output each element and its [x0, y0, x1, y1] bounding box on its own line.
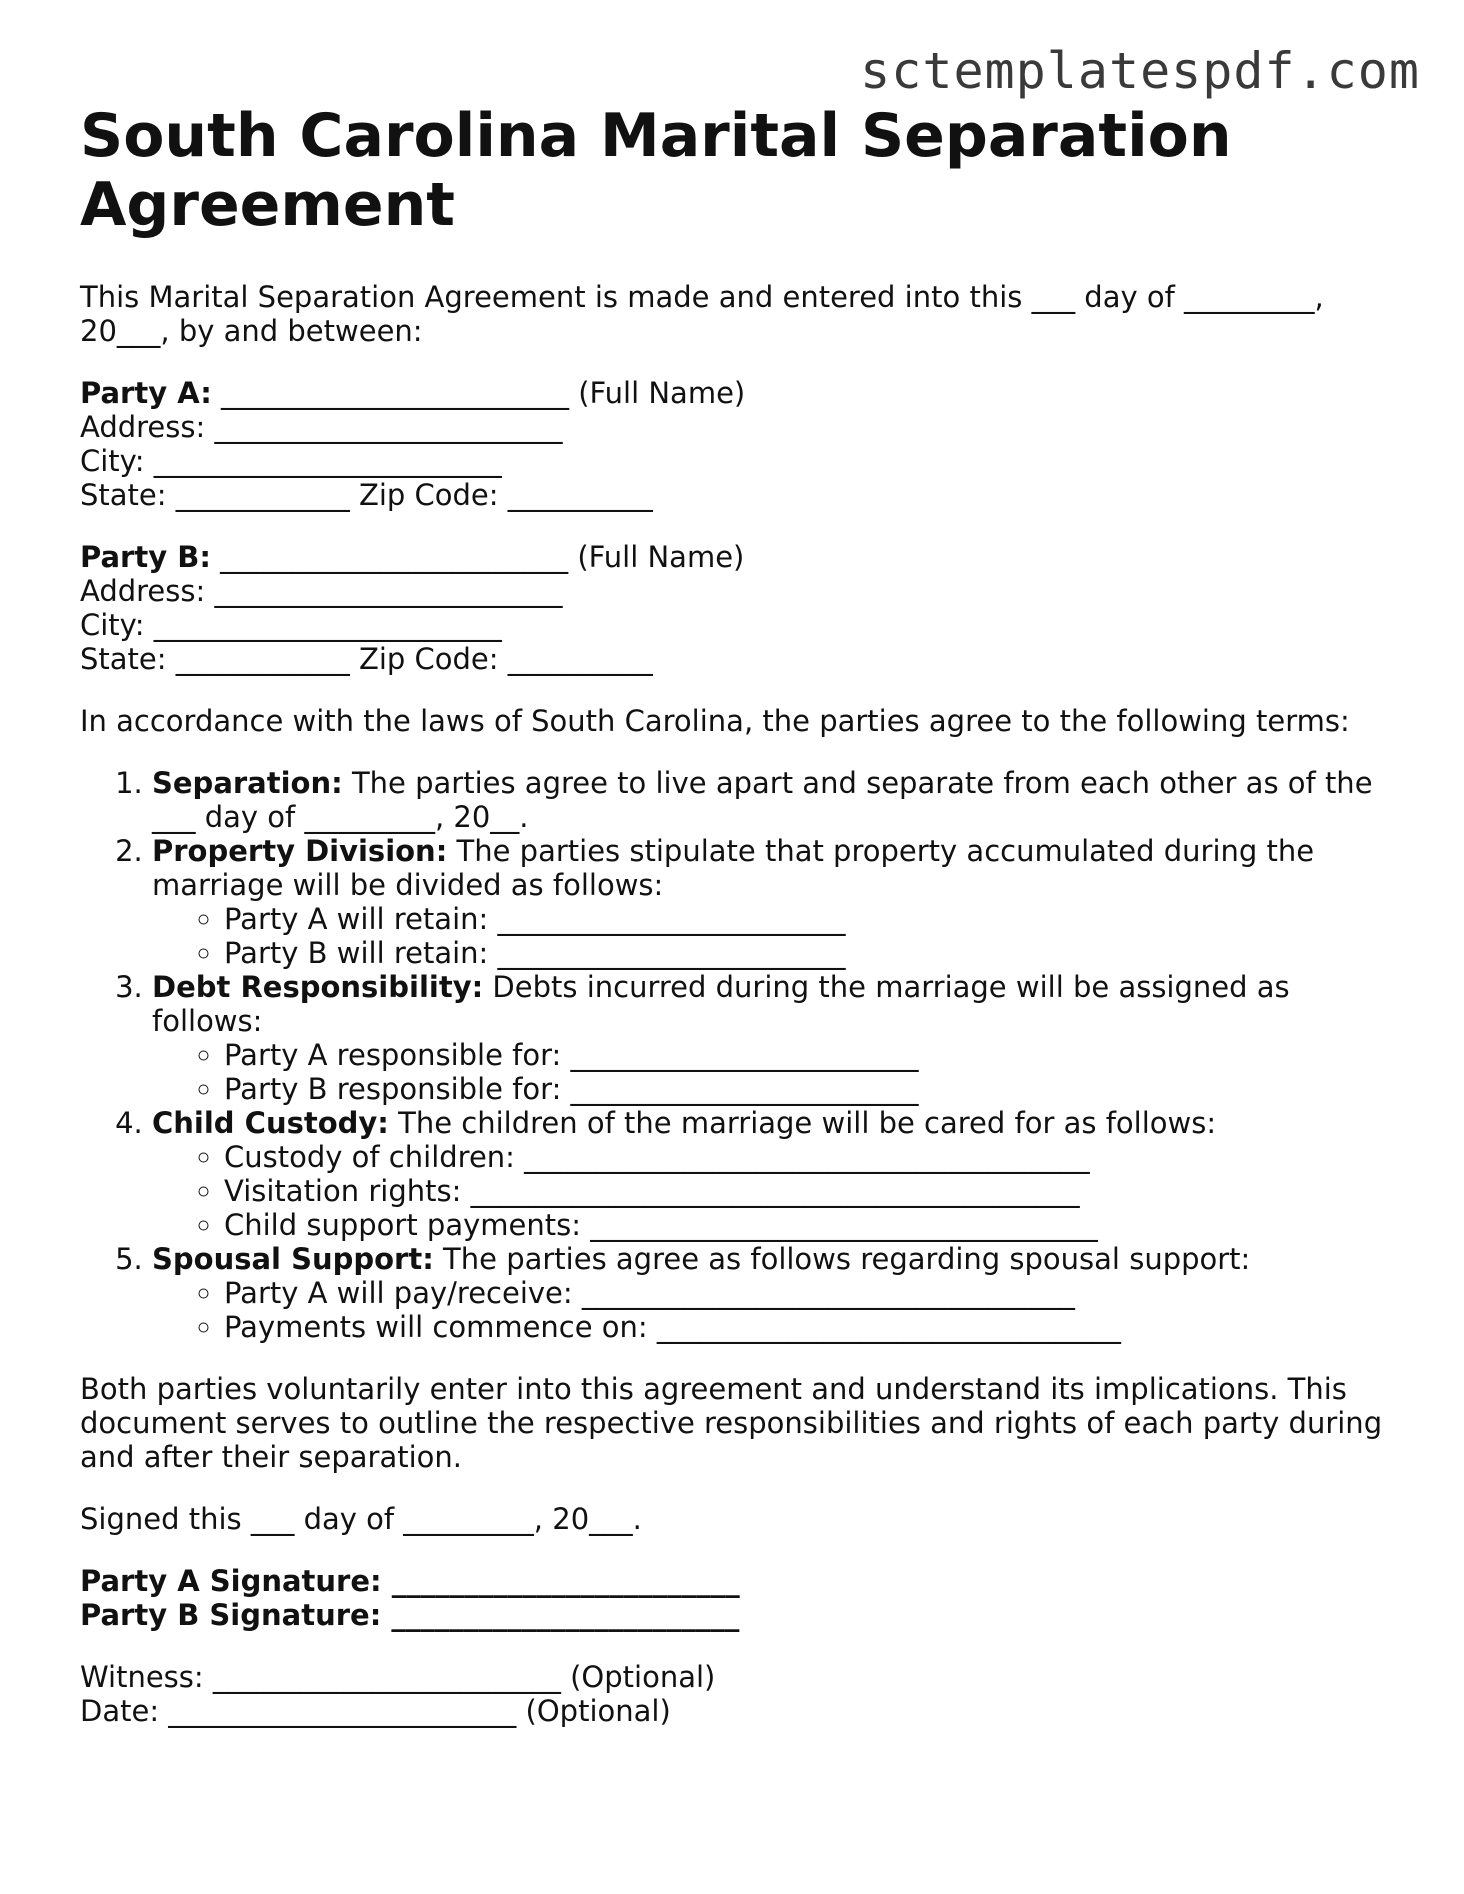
term-heading: Child Custody:	[152, 1106, 389, 1140]
term-heading: Debt Responsibility:	[152, 970, 484, 1004]
subitem: ◦ Party A responsible for: ________________________	[224, 1038, 1400, 1072]
document-page	[80, 102, 1400, 1756]
party-a-address: Address: ________________________	[80, 410, 563, 444]
closing-paragraph: Both parties voluntarily enter into this agreement and understand its implications. This document serves to outline the respective responsibilities and rights of each party during and after their separation.	[80, 1372, 1383, 1474]
term-heading: Separation:	[152, 766, 343, 800]
witness-line: Witness: ________________________ (Optional)	[80, 1660, 716, 1694]
party-a-name-field: ________________________ (Full Name)	[211, 376, 746, 410]
witness-date-line: Date: ________________________ (Optional)	[80, 1694, 671, 1728]
party-b-signature-line: Party B Signature: ________________________	[80, 1598, 740, 1632]
party-b-name-line	[80, 540, 1400, 574]
subitem: ◦ Visitation rights: __________________________________________	[224, 1174, 1400, 1208]
party-a-label: Party A:	[80, 376, 212, 410]
terms-list	[80, 766, 1400, 1344]
term-text: The parties agree as follows regarding spousal support:	[433, 1242, 1251, 1276]
subitem: ◦ Party A will pay/receive: __________________________________	[224, 1276, 1400, 1310]
party-b-block	[80, 540, 1400, 676]
term-item-separation	[152, 766, 1400, 834]
term-subitems	[152, 1038, 1400, 1106]
term-item-property-division	[152, 834, 1400, 970]
signature-block	[80, 1564, 1400, 1632]
subitem: ◦ Party B will retain: ________________________	[224, 936, 1400, 970]
term-text: The parties stipulate that property accumulated during the marriage will be divided as follows:	[152, 834, 1315, 902]
term-text: Debts incurred during the marriage will be assigned as follows:	[152, 970, 1290, 1038]
party-a-city: City: ________________________	[80, 444, 502, 478]
subitem: ◦ Child support payments: ___________________________________	[224, 1208, 1400, 1242]
signed-date-line: Signed this ___ day of _________, 20___.	[80, 1502, 642, 1536]
party-b-city: City: ________________________	[80, 608, 502, 642]
term-subitems	[152, 1276, 1400, 1344]
party-a-signature-line: Party A Signature: ________________________	[80, 1564, 740, 1598]
term-subitems	[152, 1140, 1400, 1242]
term-item-child-custody	[152, 1106, 1400, 1242]
witness-block	[80, 1660, 1400, 1728]
terms-intro: In accordance with the laws of South Carolina, the parties agree to the following terms:	[80, 704, 1350, 738]
subitem: ◦ Payments will commence on: ________________________________	[224, 1310, 1400, 1344]
subitem: ◦ Party A will retain: ________________________	[224, 902, 1400, 936]
subitem: ◦ Party B responsible for: ________________________	[224, 1072, 1400, 1106]
party-a-name-line	[80, 376, 1400, 410]
term-heading: Spousal Support:	[152, 1242, 434, 1276]
party-a-state-zip: State: ____________ Zip Code: __________	[80, 478, 653, 512]
term-text: The parties agree to live apart and separate from each other as of the ___ day of _________, 20__.	[152, 766, 1373, 834]
subitem: ◦ Custody of children: _______________________________________	[224, 1140, 1400, 1174]
party-b-address: Address: ________________________	[80, 574, 563, 608]
party-b-label: Party B:	[80, 540, 211, 574]
party-b-state-zip: State: ____________ Zip Code: __________	[80, 642, 653, 676]
party-a-block	[80, 376, 1400, 512]
term-item-spousal-support	[152, 1242, 1400, 1344]
term-heading: Property Division:	[152, 834, 448, 868]
document-title: South Carolina Marital Separation Agreement	[80, 101, 1232, 240]
intro-paragraph: This Marital Separation Agreement is made and entered into this ___ day of _________, 20___, by and between:	[80, 280, 1324, 348]
party-b-name-field: ________________________ (Full Name)	[210, 540, 745, 574]
term-item-debt-responsibility	[152, 970, 1400, 1106]
term-text: The children of the marriage will be cared for as follows:	[388, 1106, 1217, 1140]
term-subitems	[152, 902, 1400, 970]
watermark: sctemplatespdf.com	[860, 42, 1420, 100]
